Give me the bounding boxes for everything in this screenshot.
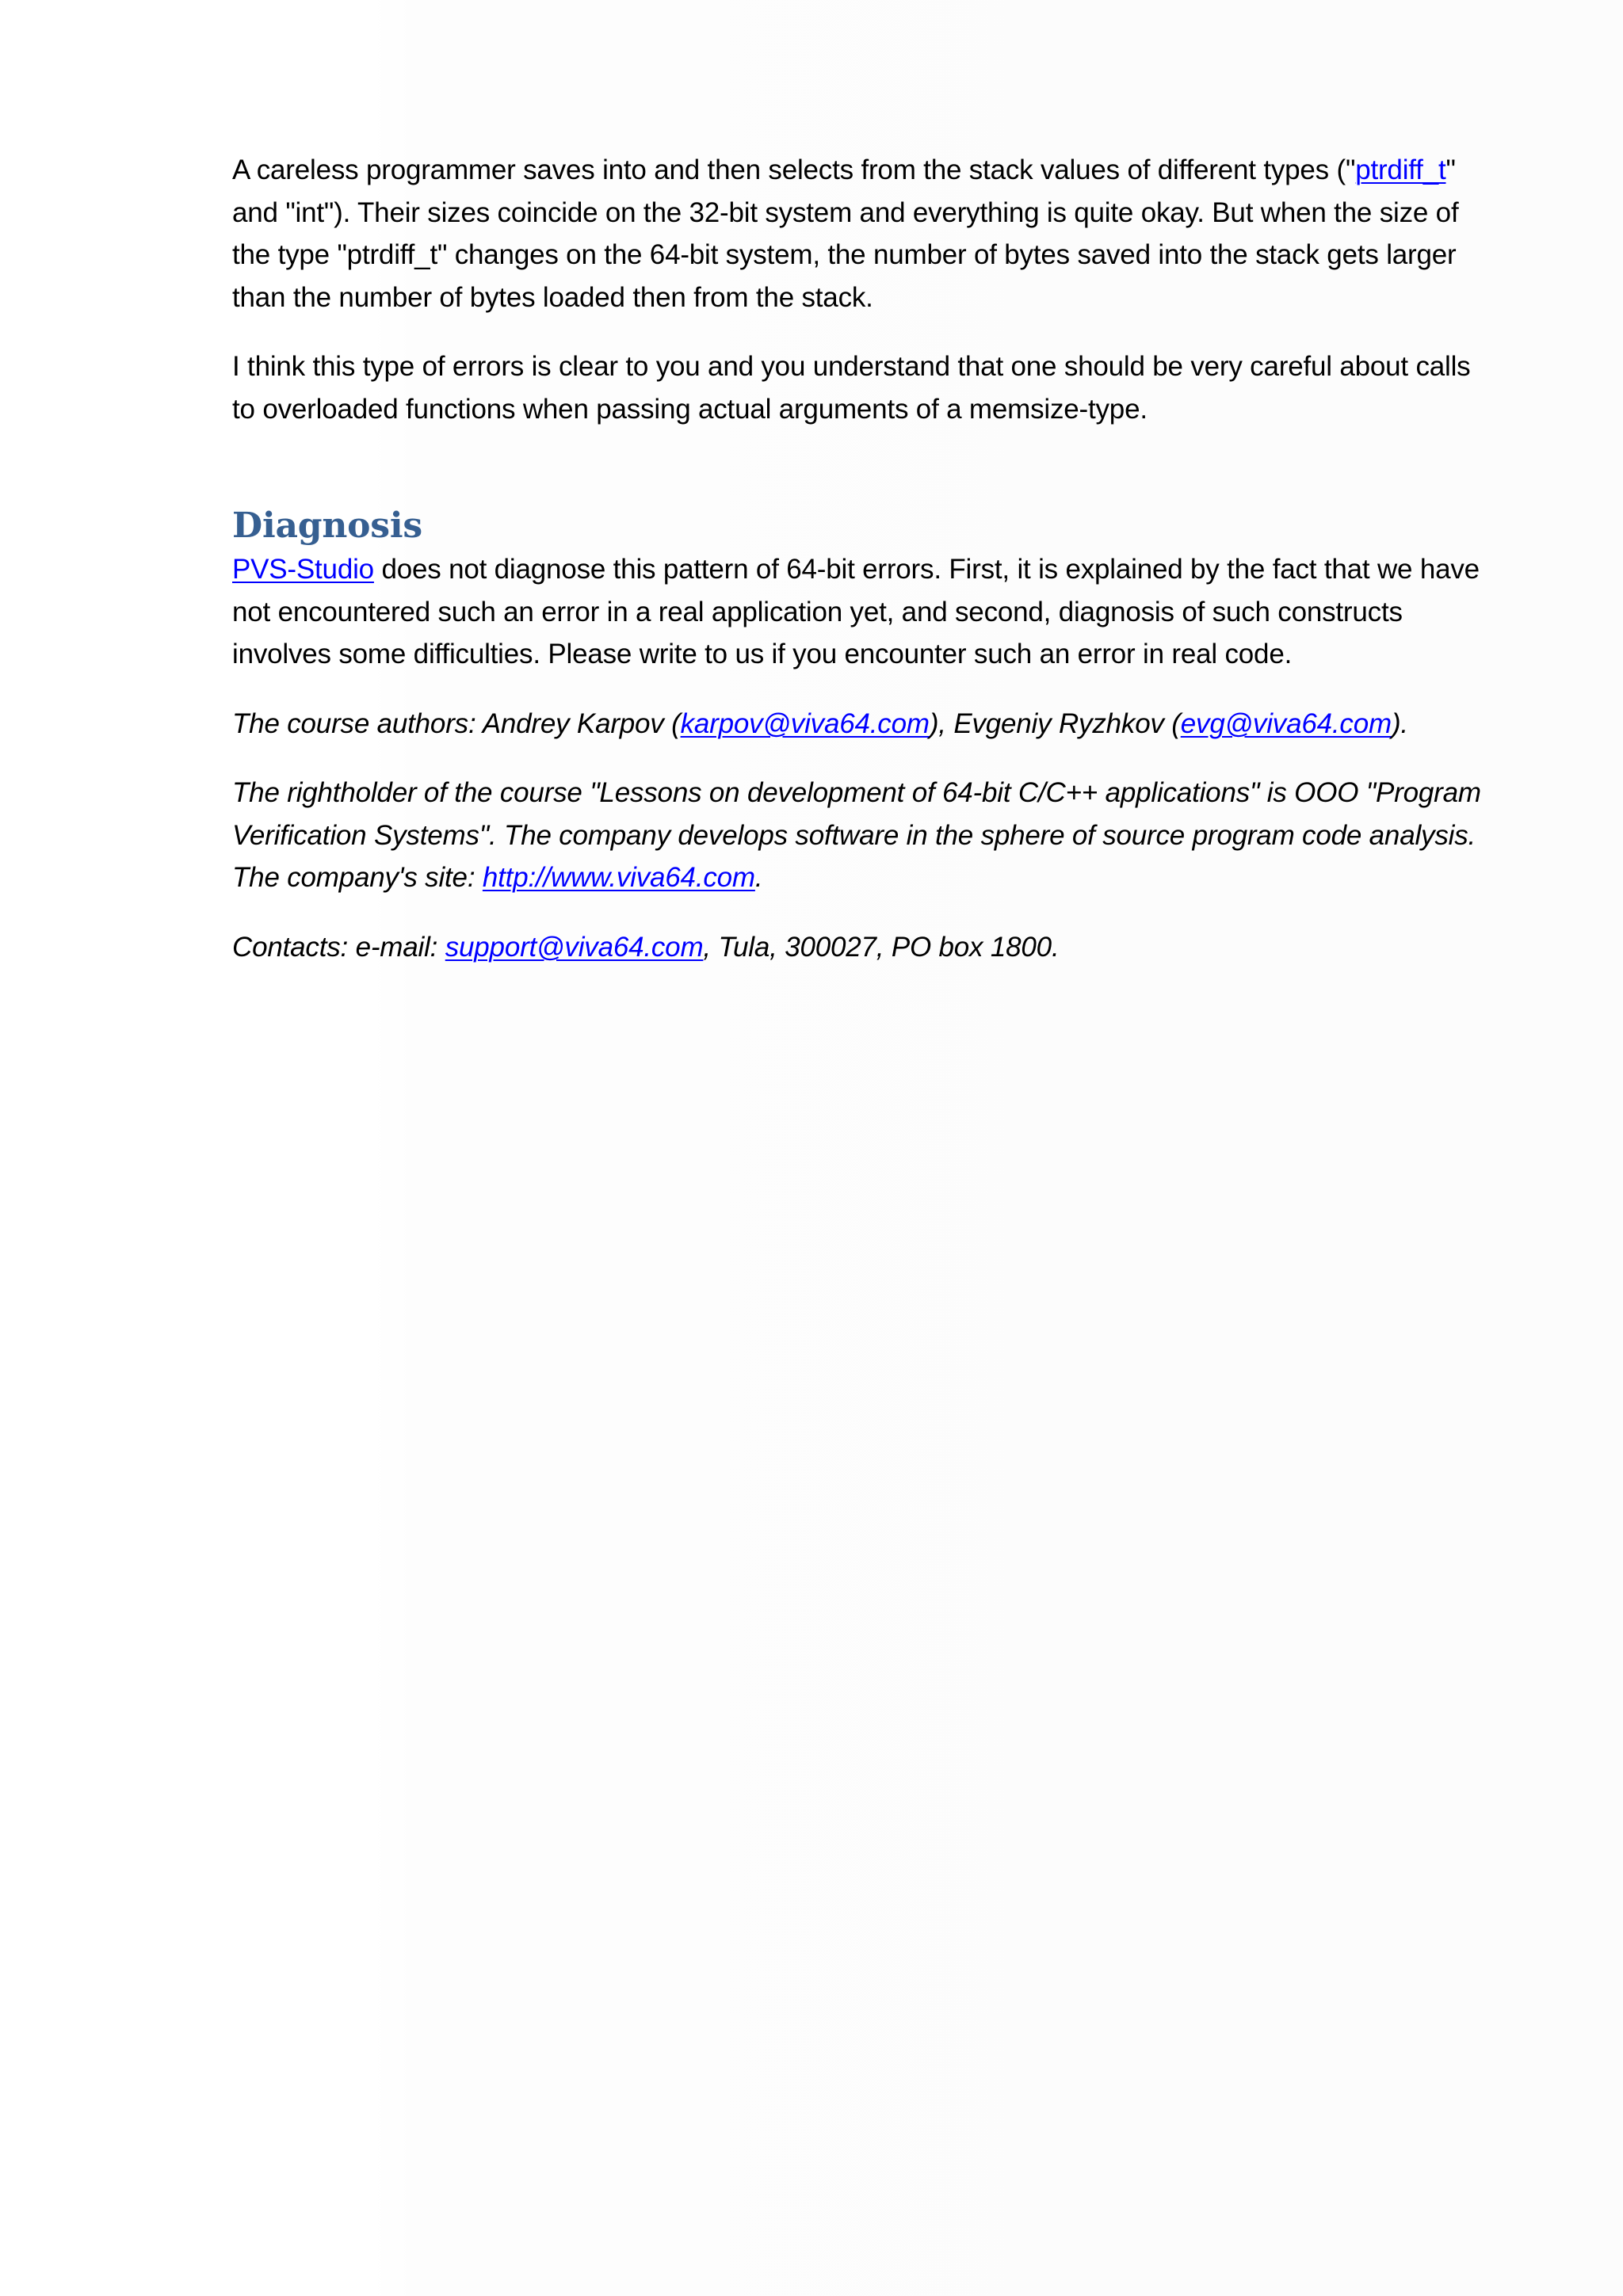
paragraph-diagnosis: [232, 548, 1500, 676]
rightholder-suffix: .: [754, 862, 763, 893]
company-site-link[interactable]: http://www.viva64.com: [482, 862, 755, 893]
authors-suffix: ).: [1391, 707, 1408, 739]
rightholder-text: The rightholder of the course "Lessons on development of 64-bit C/C++ applications" is OOO "Program Verification Systems". The company develops software in the sphere of source program code analysis. The company's site:: [232, 777, 1481, 893]
paragraph-text: " and "int"). Their sizes coincide on the 32-bit system and everything is quite okay. But when the size of the type "ptrdiff_t" changes on the 64-bit system, the number of bytes saved into the stack gets larger than the number of bytes loaded then from the stack.: [232, 154, 1459, 313]
support-email-link[interactable]: support@viva64.com: [445, 931, 704, 963]
pvs-studio-link[interactable]: PVS-Studio: [232, 554, 374, 585]
authors-middle: ), Evgeniy Ryzhkov (: [929, 707, 1181, 739]
authors-prefix: The course authors: Andrey Karpov (: [232, 707, 681, 739]
paragraph-authors: [232, 703, 1500, 746]
evg-email-link[interactable]: evg@viva64.com: [1180, 707, 1392, 739]
paragraph-text: I think this type of errors is clear to you and you understand that one should be very careful about calls to overloaded functions when passing actual arguments of a memsize-type.: [232, 351, 1471, 425]
document-body: [232, 149, 1500, 995]
contacts-suffix: , Tula, 300027, PO box 1800.: [703, 931, 1060, 963]
paragraph-contacts: [232, 926, 1500, 969]
karpov-email-link[interactable]: karpov@viva64.com: [680, 707, 930, 739]
paragraph-rightholder: [232, 772, 1500, 899]
contacts-prefix: Contacts: e-mail:: [232, 931, 445, 963]
paragraph-stack-types: [232, 149, 1500, 318]
paragraph-text: does not diagnose this pattern of 64-bit errors. First, it is explained by the fact that we have not encountered such an error in a real application yet, and second, diagnosis of such constructs involves some difficulties. Please write to us if you encounter such an error in real code.: [232, 554, 1480, 669]
paragraph-overloaded-functions: [232, 345, 1500, 430]
ptrdiff-t-link[interactable]: ptrdiff_t: [1355, 154, 1446, 185]
section-heading-diagnosis: Diagnosis: [232, 505, 422, 546]
paragraph-text: A careless programmer saves into and then selects from the stack values of different types (": [232, 154, 1356, 185]
